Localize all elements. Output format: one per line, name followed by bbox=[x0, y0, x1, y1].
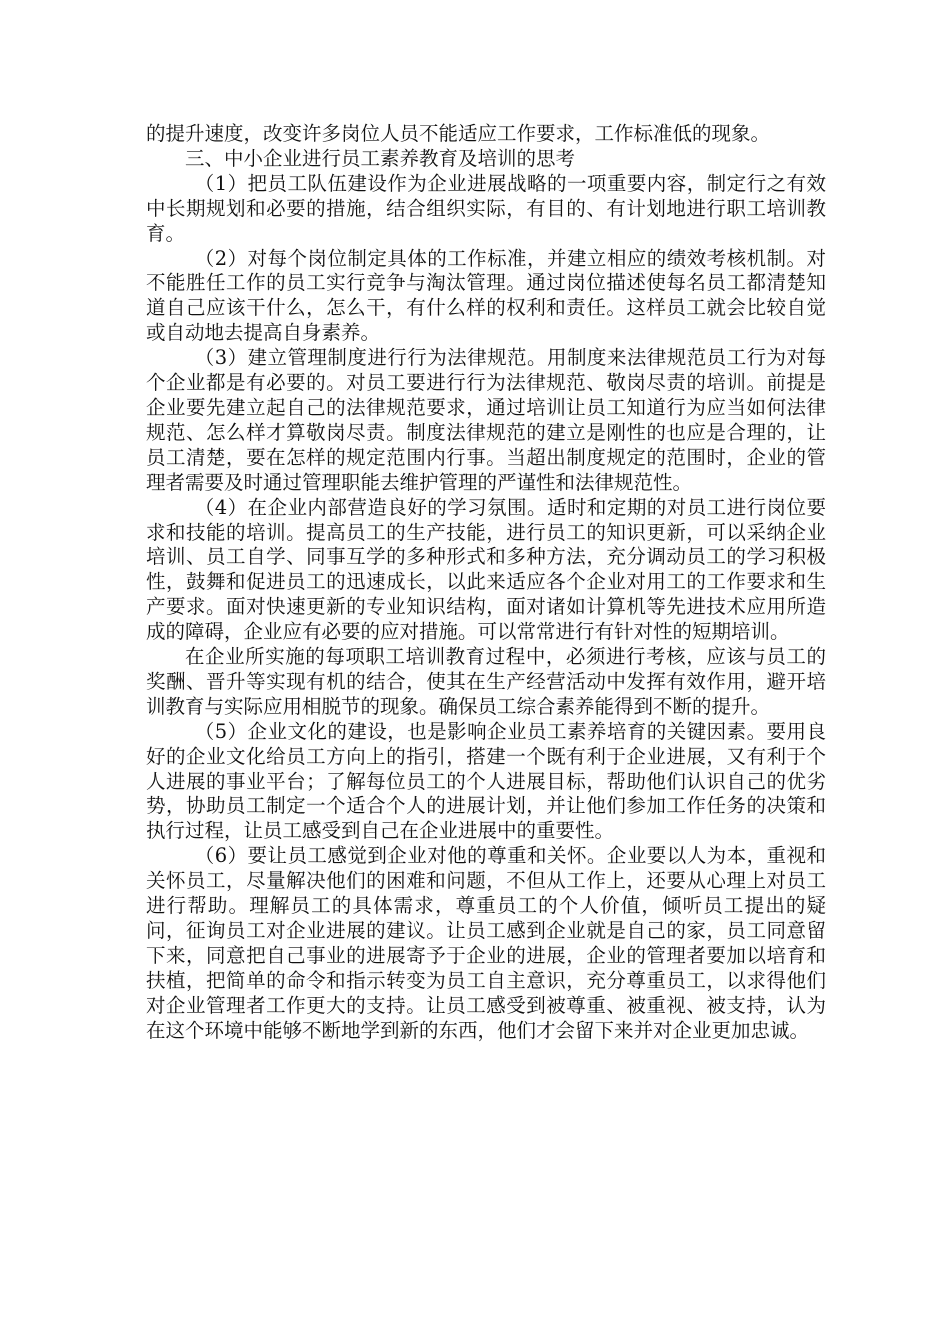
document-page bbox=[146, 122, 826, 1044]
section-heading: 三、中小企业进行员工素养教育及培训的思考 bbox=[185, 146, 576, 170]
paragraph-item-3: （3）建立管理制度进行行为法律规范。用制度来法律规范员工行为对每个企业都是有必要的。对员工要进行行为法律规范、敬岗尽责的培训。前提是企业要先建立起自己的法律规范要求，通过培训让员工知道行为应当如何法律规范、怎么样才算敬岗尽责。制度法律规范的建立是刚性的也应是合理的，让员工清楚，要在怎样的规定范围内行事。当超出制度规定的范围时，企业的管理者需要及时通过管理职能去维护管理的严谨性和法律规范性。 bbox=[146, 346, 826, 494]
paragraph-item-4: （4）在企业内部营造良好的学习氛围。适时和定期的对员工进行岗位要求和技能的培训。提高员工的生产技能，进行员工的知识更新，可以采纳企业培训、员工自学、同事互学的多种形式和多种方法，充分调动员工的学习积极性，鼓舞和促进员工的迅速成长，以此来适应各个企业对用工的工作要求和生产要求。面对快速更新的专业知识结构，面对诸如计算机等先进技术应用所造成的障碍，企业应有必要的应对措施。可以常常进行有针对性的短期培训。 bbox=[146, 495, 826, 644]
paragraph-item-2: （2）对每个岗位制定具体的工作标准，并建立相应的绩效考核机制。对不能胜任工作的员工实行竞争与淘汰管理。通过岗位描述使每名员工都清楚知道自己应该干什么，怎么干，有什么样的权利和责任。这样员工就会比较自觉或自动地去提高自身素养。 bbox=[146, 246, 826, 345]
paragraph-item-5: （5）企业文化的建设，也是影响企业员工素养培育的关键因素。要用良好的企业文化给员工方向上的指引，搭建一个既有利于企业进展，又有利于个人进展的事业平台；了解每位员工的个人进展目标，帮助他们认识自己的优劣势，协助员工制定一个适合个人的进展计划，并让他们参加工作任务的决策和执行过程，让员工感受到自己在企业进展中的重要性。 bbox=[146, 719, 826, 843]
paragraph-continuation: 的提升速度，改变许多岗位人员不能适应工作要求，工作标准低的现象。 bbox=[146, 122, 771, 145]
paragraph-assessment: 在企业所实施的每项职工培训教育过程中，必须进行考核，应该与员工的奖酬、晋升等实现有机的结合，使其在生产经营活动中发挥有效作用，避开培训教育与实际应用相脱节的现象。确保员工综合素养能得到不断的提升。 bbox=[146, 645, 826, 718]
paragraph-item-1: （1）把员工队伍建设作为企业进展战略的一项重要内容，制定行之有效中长期规划和必要的措施，结合组织实际，有目的、有计划地进行职工培训教育。 bbox=[146, 171, 826, 245]
paragraph-item-6: （6）要让员工感觉到企业对他的尊重和关怀。企业要以人为本，重视和关怀员工，尽量解决他们的困难和问题，不但从工作上，还要从心理上对员工进行帮助。理解员工的具体需求，尊重员工的个人价值，倾听员工提出的疑问，征询员工对企业进展的建议。让员工感到企业就是自己的家，员工同意留下来，同意把自己事业的进展寄予于企业的进展，企业的管理者要加以培育和扶植，把简单的命令和指示转变为员工自主意识，充分尊重员工，以求得他们对企业管理者工作更大的支持。让员工感受到被尊重、被重视、被支持，认为在这个环境中能够不断地学到新的东西，他们才会留下来并对企业更加忠诚。 bbox=[146, 844, 826, 1042]
